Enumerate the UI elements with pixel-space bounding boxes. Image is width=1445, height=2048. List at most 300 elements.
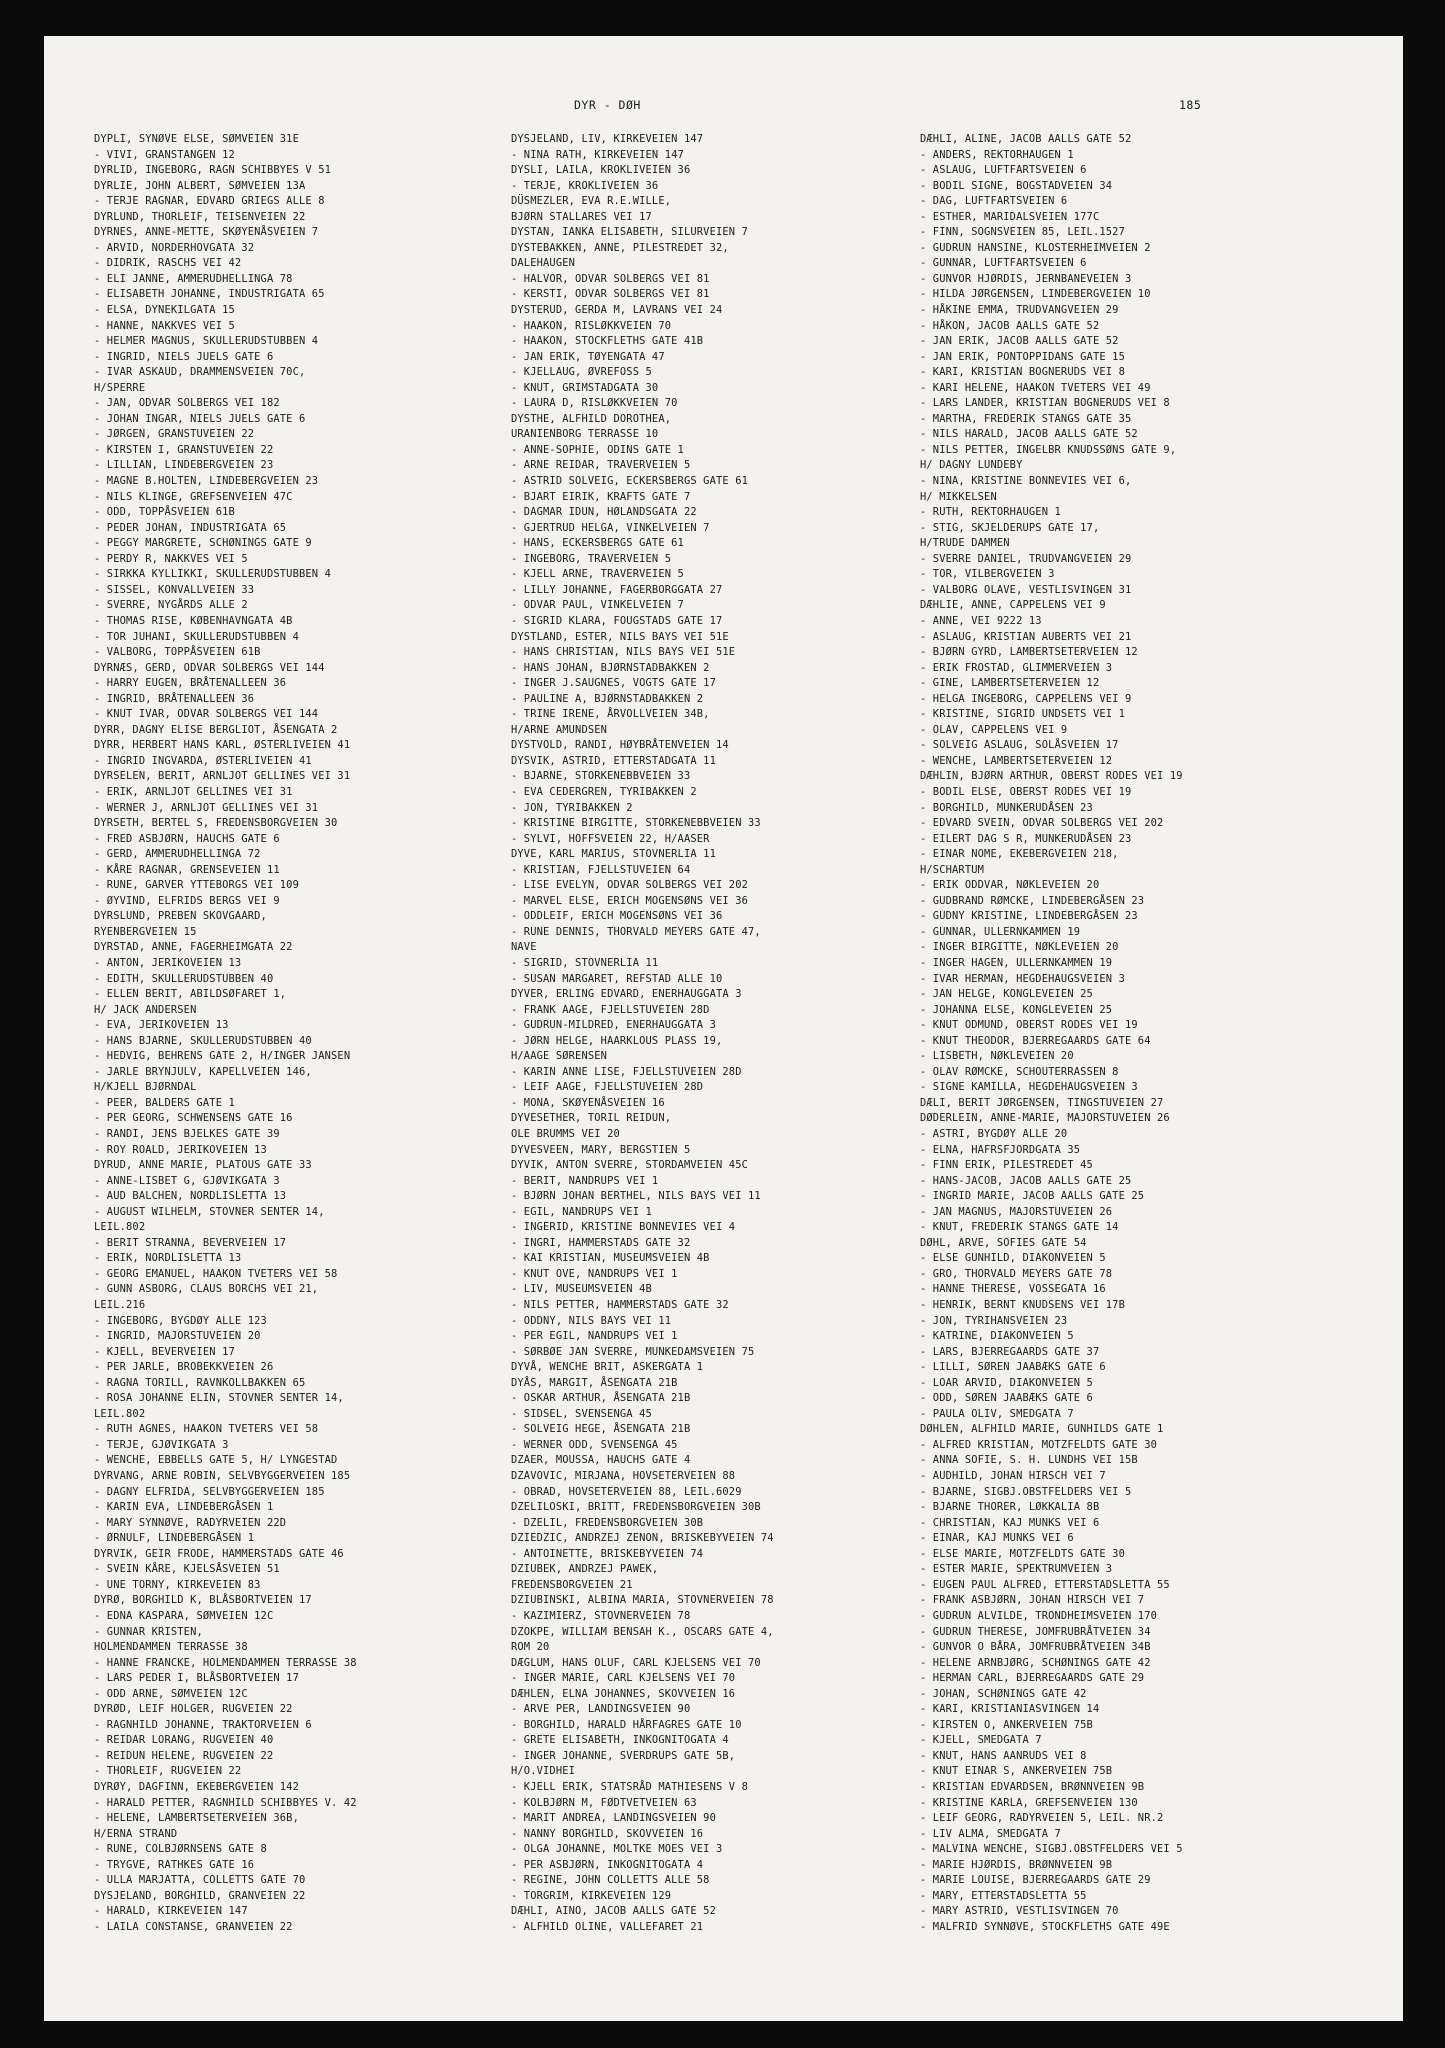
directory-entry-line: - WERNER J, ARNLJOT GELLINES VEI 31 xyxy=(94,801,319,814)
directory-entry-line: - FINN ERIK, PILESTREDET 45 xyxy=(920,1159,1093,1172)
directory-entry-line: - SISSEL, KONVALLVEIEN 33 xyxy=(94,583,255,596)
directory-entry-line: - KATRINE, DIAKONVEIEN 5 xyxy=(920,1330,1074,1343)
directory-entry-line: - ODDNY, NILS BAYS VEI 11 xyxy=(511,1314,672,1327)
directory-entry-line: - ARNE REIDAR, TRAVERVEIEN 5 xyxy=(511,459,691,472)
directory-entry-line: - SVERRE, NYGÅRDS ALLE 2 xyxy=(94,599,248,612)
directory-entry-line: - KAI KRISTIAN, MUSEUMSVEIEN 4B xyxy=(511,1252,710,1265)
directory-entry-line: - JØRGEN, GRANSTUVEIEN 22 xyxy=(94,428,255,441)
directory-entry-line: - ELLEN BERIT, ABILDSØFARET 1, xyxy=(94,988,287,1001)
directory-entry-line: H/O.VIDHEI xyxy=(511,1765,576,1778)
directory-entry-line: - MARY, ETTERSTADSLETTA 55 xyxy=(920,1889,1087,1902)
directory-entry-line: - LILLIAN, LINDEBERGVEIEN 23 xyxy=(94,459,274,472)
directory-entry-line: - GUNN ASBORG, CLAUS BORCHS VEI 21, xyxy=(94,1283,319,1296)
directory-entry-line: - HELMER MAGNUS, SKULLERUDSTUBBEN 4 xyxy=(94,335,319,348)
directory-entry-line: - DZELIL, FREDENSBORGVEIEN 30B xyxy=(511,1516,704,1529)
directory-entry-line: - JAN ERIK, TØYENGATA 47 xyxy=(511,350,665,363)
directory-entry-line: - INGRID, MAJORSTUVEIEN 20 xyxy=(94,1330,261,1343)
directory-entry-line: - MARIE HJØRDIS, BRØNNVEIEN 9B xyxy=(920,1858,1113,1871)
page-header xyxy=(44,98,1403,118)
directory-entry-line: - PERDY R, NAKKVES VEI 5 xyxy=(94,552,248,565)
directory-entry-line: - HARRY EUGEN, BRÅTENALLEEN 36 xyxy=(94,677,287,690)
directory-entry-line: - GERD, AMMERUDHELLINGA 72 xyxy=(94,848,261,861)
directory-entry-line: DYRNES, ANNE-METTE, SKØYENÅSVEIEN 7 xyxy=(94,226,319,239)
directory-entry-line: - MALFRID SYNNØVE, STOCKFLETHS GATE 49E xyxy=(920,1920,1170,1933)
directory-entry-line: - RAGNA TORILL, RAVNKOLLBAKKEN 65 xyxy=(94,1376,306,1389)
directory-entry-line: - HELENE ARNBJØRG, SCHØNINGS GATE 42 xyxy=(920,1656,1151,1669)
directory-entry-line: - REGINE, JOHN COLLETTS ALLE 58 xyxy=(511,1874,710,1887)
directory-entry-line: - GUDRUN-MILDRED, ENERHAUGGATA 3 xyxy=(511,1019,716,1032)
directory-entry-line: - ERIK, NORDLISLETTA 13 xyxy=(94,1252,242,1265)
directory-entry-line: - DAG, LUFTFARTSVEIEN 6 xyxy=(920,195,1068,208)
directory-entry-line: - ARVID, NORDERHOVGATA 32 xyxy=(94,241,255,254)
running-head: DYR - DØH xyxy=(574,98,641,112)
directory-entry-line: H/SPERRE xyxy=(94,381,146,394)
directory-entry-line: - HARALD PETTER, RAGNHILD SCHIBBYES V. 42 xyxy=(94,1796,357,1809)
directory-entry-line: - NILS PETTER, HAMMERSTADS GATE 32 xyxy=(511,1299,729,1312)
directory-entry-line: - ESTHER, MARIDALSVEIEN 177C xyxy=(920,210,1100,223)
directory-entry-line: - VIVI, GRANSTANGEN 12 xyxy=(94,148,235,161)
directory-entry-line: - ASLAUG, KRISTIAN AUBERTS VEI 21 xyxy=(920,630,1132,643)
directory-entry-line: - KNUT, GRIMSTADGATA 30 xyxy=(511,381,659,394)
directory-entry-line: - ASLAUG, LUFTFARTSVEIEN 6 xyxy=(920,164,1087,177)
directory-entry-line: DZAVOVIC, MIRJANA, HOVSETERVEIEN 88 xyxy=(511,1470,736,1483)
directory-entry-line: H/ARNE AMUNDSEN xyxy=(511,723,608,736)
directory-entry-line: - INGRID MARIE, JACOB AALLS GATE 25 xyxy=(920,1190,1145,1203)
directory-entry-line: DYSLI, LAILA, KROKLIVEIEN 36 xyxy=(511,164,691,177)
directory-entry-line: - FRANK ASBJØRN, JOHAN HIRSCH VEI 7 xyxy=(920,1594,1145,1607)
directory-entry-line: - ANNE-LISBET G, GJØVIKGATA 3 xyxy=(94,1174,280,1187)
directory-entry-line: - MARVEL ELSE, ERICH MOGENSØNS VEI 36 xyxy=(511,894,749,907)
directory-entry-line: - MARTHA, FREDERIK STANGS GATE 35 xyxy=(920,412,1132,425)
directory-entry-line: - INGRID, NIELS JUELS GATE 6 xyxy=(94,350,274,363)
directory-entry-line: - ODD, TOPPÅSVEIEN 61B xyxy=(94,506,235,519)
directory-entry-line: - LIV, MUSEUMSVEIEN 4B xyxy=(511,1283,652,1296)
directory-entry-line: - AUDHILD, JOHAN HIRSCH VEI 7 xyxy=(920,1470,1106,1483)
directory-entry-line: DYSTERUD, GERDA M, LAVRANS VEI 24 xyxy=(511,304,723,317)
directory-entry-line: - SIRKKA KYLLIKKI, SKULLERUDSTUBBEN 4 xyxy=(94,568,332,581)
directory-entry-line: - MARIE LOUISE, BJERREGAARDS GATE 29 xyxy=(920,1874,1151,1887)
directory-entry-line: DÆHLI, ALINE, JACOB AALLS GATE 52 xyxy=(920,133,1132,145)
directory-entry-line: - SOLVEIG HEGE, ÅSENGATA 21B xyxy=(511,1423,691,1436)
directory-entry-line: LEIL.802 xyxy=(94,1221,146,1234)
directory-entry-line: DYSTLAND, ESTER, NILS BAYS VEI 51E xyxy=(511,630,729,643)
directory-entry-line: - PEGGY MARGRETE, SCHØNINGS GATE 9 xyxy=(94,537,312,550)
directory-entry-line: - TERJE, KROKLIVEIEN 36 xyxy=(511,179,659,192)
directory-entry-line: - ERIK, ARNLJOT GELLINES VEI 31 xyxy=(94,785,293,798)
directory-entry-line: - GUDRUN HANSINE, KLOSTERHEIMVEIEN 2 xyxy=(920,241,1151,254)
directory-entry-line: - RAGNHILD JOHANNE, TRAKTORVEIEN 6 xyxy=(94,1718,312,1731)
directory-entry-line: - GUNNAR, LUFTFARTSVEIEN 6 xyxy=(920,257,1087,270)
directory-entry-line: - FINN, SOGNSVEIEN 85, LEIL.1527 xyxy=(920,226,1125,239)
directory-entry-line: - ELI JANNE, AMMERUDHELLINGA 78 xyxy=(94,272,293,285)
directory-entry-line: - KIRSTEN I, GRANSTUVEIEN 22 xyxy=(94,443,274,456)
directory-entry-line: - BODIL SIGNE, BOGSTADVEIEN 34 xyxy=(920,179,1113,192)
directory-entry-line: - KNUT OVE, NANDRUPS VEI 1 xyxy=(511,1267,678,1280)
directory-entry-line: - KARI, KRISTIAN BOGNERUDS VEI 8 xyxy=(920,366,1125,379)
directory-entry-line: - WENCHE, LAMBERTSETERVEIEN 12 xyxy=(920,754,1113,767)
directory-entry-line: DYVER, ERLING EDVARD, ENERHAUGGATA 3 xyxy=(511,988,742,1001)
directory-entry-line: - SIGNE KAMILLA, HEGDEHAUGSVEIEN 3 xyxy=(920,1081,1138,1094)
directory-entry-line: - RUNE DENNIS, THORVALD MEYERS GATE 47, xyxy=(511,925,761,938)
directory-entry-line: - KJELL, SMEDGATA 7 xyxy=(920,1734,1042,1747)
directory-entry-line: DÆLI, BERIT JØRGENSEN, TINGSTUVEIEN 27 xyxy=(920,1096,1164,1109)
directory-entry-line: OLE BRUMMS VEI 20 xyxy=(511,1128,620,1140)
directory-entry-line: DYRNÆS, GERD, ODVAR SOLBERGS VEI 144 xyxy=(94,661,325,674)
directory-entry-line: - NILS KLINGE, GREFSENVEIEN 47C xyxy=(94,490,293,503)
directory-entry-line: H/KJELL BJØRNDAL xyxy=(94,1081,197,1094)
directory-entry-line: - BJØRN JOHAN BERTHEL, NILS BAYS VEI 11 xyxy=(511,1190,761,1203)
directory-entry-line: - EINAR, KAJ MUNKS VEI 6 xyxy=(920,1532,1074,1545)
directory-entry-line: - LILLI, SØREN JAABÆKS GATE 6 xyxy=(920,1361,1106,1374)
directory-entry-line: - HANS BJARNE, SKULLERUDSTUBBEN 40 xyxy=(94,1034,312,1047)
directory-entry-line: - JAN HELGE, KONGLEVEIEN 25 xyxy=(920,988,1093,1001)
directory-entry-line: - INGER HAGEN, ULLERNKAMMEN 19 xyxy=(920,956,1113,969)
directory-entry-line: - GEORG EMANUEL, HAAKON TVETERS VEI 58 xyxy=(94,1267,338,1280)
directory-column-2 xyxy=(511,132,923,1935)
directory-entry-line: - SYLVI, HOFFSVEIEN 22, H/AASER xyxy=(511,832,710,845)
directory-entry-line: - LILLY JOHANNE, FAGERBORGGATA 27 xyxy=(511,583,723,596)
directory-entry-line: - NINA RATH, KIRKEVEIEN 147 xyxy=(511,148,684,161)
directory-entry-line: - EVA, JERIKOVEIEN 13 xyxy=(94,1019,229,1032)
directory-entry-line: - KNUT, HANS AANRUDS VEI 8 xyxy=(920,1749,1087,1762)
directory-entry-line: DZAER, MOUSSA, HAUCHS GATE 4 xyxy=(511,1454,691,1467)
directory-entry-line: - INGRID, BRÅTENALLEEN 36 xyxy=(94,692,255,705)
directory-entry-line: - ELSE MARIE, MOTZFELDTS GATE 30 xyxy=(920,1547,1125,1560)
directory-entry-line: - KNUT ODMUND, OBERST RODES VEI 19 xyxy=(920,1019,1138,1032)
directory-entry-line: - DAGNY ELFRIDA, SELVBYGGERVEIEN 185 xyxy=(94,1485,325,1498)
directory-entry-line: - CHRISTIAN, KAJ MUNKS VEI 6 xyxy=(920,1516,1100,1529)
directory-entry-line: DYVE, KARL MARIUS, STOVNERLIA 11 xyxy=(511,848,716,861)
directory-entry-line: H/ JACK ANDERSEN xyxy=(94,1003,197,1016)
directory-entry-line: - PEER, BALDERS GATE 1 xyxy=(94,1096,235,1109)
directory-entry-line: - HÅKINE EMMA, TRUDVANGVEIEN 29 xyxy=(920,304,1119,317)
directory-entry-line: - KRISTIAN, FJELLSTUVEIEN 64 xyxy=(511,863,691,876)
directory-entry-line: - HAAKON, RISLØKKVEIEN 70 xyxy=(511,319,672,332)
directory-entry-line: - DIDRIK, RASCHS VEI 42 xyxy=(94,257,242,270)
directory-entry-line: - BJARNE THORER, LØKKALIA 8B xyxy=(920,1501,1100,1514)
directory-entry-line: - FRED ASBJØRN, HAUCHS GATE 6 xyxy=(94,832,280,845)
directory-entry-line: DYSTVOLD, RANDI, HØYBRÅTENVEIEN 14 xyxy=(511,739,729,752)
directory-entry-line: - MONA, SKØYENÅSVEIEN 16 xyxy=(511,1096,665,1109)
directory-entry-line: - HANS JOHAN, BJØRNSTADBAKKEN 2 xyxy=(511,661,710,674)
directory-entry-line: - GUDRUN THERESE, JOMFRUBRÅTVEIEN 34 xyxy=(920,1625,1151,1638)
directory-entry-line: - ØRNULF, LINDEBERGÅSEN 1 xyxy=(94,1532,255,1545)
directory-entry-line: - HANS CHRISTIAN, NILS BAYS VEI 51E xyxy=(511,646,736,659)
directory-entry-line: - ERIK ODDVAR, NØKLEVEIEN 20 xyxy=(920,879,1100,892)
directory-entry-line: HOLMENDAMMEN TERRASSE 38 xyxy=(94,1641,248,1654)
directory-entry-line: - ERIK FROSTAD, GLIMMERVEIEN 3 xyxy=(920,661,1113,674)
directory-entry-line: - PEDER JOHAN, INDUSTRIGATA 65 xyxy=(94,521,287,534)
directory-entry-line: - ODDLEIF, ERICH MOGENSØNS VEI 36 xyxy=(511,910,723,923)
directory-entry-line: - BORGHILD, MUNKERUDÅSEN 23 xyxy=(920,801,1093,814)
directory-entry-line: - KJELL ARNE, TRAVERVEIEN 5 xyxy=(511,568,684,581)
directory-entry-line: - KRISTIAN EDVARDSEN, BRØNNVEIEN 9B xyxy=(920,1780,1145,1793)
directory-entry-line: DYRSLUND, PREBEN SKOVGAARD, xyxy=(94,910,267,923)
directory-entry-line: - HANS, ECKERSBERGS GATE 61 xyxy=(511,537,684,550)
directory-entry-line: - ROSA JOHANNE ELIN, STOVNER SENTER 14, xyxy=(94,1392,344,1405)
directory-entry-line: - TRINE IRENE, ÅRVOLLVEIEN 34B, xyxy=(511,708,710,721)
directory-entry-line: - EDITH, SKULLERUDSTUBBEN 40 xyxy=(94,972,274,985)
directory-entry-line: DYRVANG, ARNE ROBIN, SELVBYGGERVEIEN 185 xyxy=(94,1470,351,1483)
directory-entry-line: DØHLEN, ALFHILD MARIE, GUNHILDS GATE 1 xyxy=(920,1423,1164,1436)
directory-entry-line: - LARS LANDER, KRISTIAN BOGNERUDS VEI 8 xyxy=(920,397,1170,410)
directory-entry-line: - GRO, THORVALD MEYERS GATE 78 xyxy=(920,1267,1113,1280)
directory-entry-line: - JAN, ODVAR SOLBERGS VEI 182 xyxy=(94,397,280,410)
directory-entry-line: - INGERID, KRISTINE BONNEVIES VEI 4 xyxy=(511,1221,736,1234)
directory-entry-line: DZIEDZIC, ANDRZEJ ZENON, BRISKEBYVEIEN 74 xyxy=(511,1532,774,1545)
directory-entry-line: - HANNE, NAKKVES VEI 5 xyxy=(94,319,235,332)
directory-entry-line: - TOR JUHANI, SKULLERUDSTUBBEN 4 xyxy=(94,630,299,643)
directory-entry-line: - KOLBJØRN M, FØDTVETVEIEN 63 xyxy=(511,1796,697,1809)
directory-entry-line: - GUNNAR, ULLERNKAMMEN 19 xyxy=(920,925,1081,938)
directory-entry-line: - ALFRED KRISTIAN, MOTZFELDTS GATE 30 xyxy=(920,1438,1158,1451)
directory-entry-line: - GJERTRUD HELGA, VINKELVEIEN 7 xyxy=(511,521,710,534)
directory-entry-line: - ALFHILD OLINE, VALLEFARET 21 xyxy=(511,1920,704,1933)
directory-entry-line: - ANNE-SOPHIE, ODINS GATE 1 xyxy=(511,443,684,456)
directory-entry-line: H/ERNA STRAND xyxy=(94,1827,178,1840)
directory-entry-line: LEIL.802 xyxy=(94,1407,146,1420)
directory-entry-line: DYSTAN, IANKA ELISABETH, SILURVEIEN 7 xyxy=(511,226,749,239)
directory-entry-line: - SOLVEIG ASLAUG, SOLÅSVEIEN 17 xyxy=(920,739,1119,752)
directory-entry-line: URANIENBORG TERRASSE 10 xyxy=(511,428,659,441)
directory-entry-line: - EILERT DAG S R, MUNKERUDÅSEN 23 xyxy=(920,832,1132,845)
directory-entry-line: DÆHLIN, BJØRN ARTHUR, OBERST RODES VEI 19 xyxy=(920,770,1183,783)
directory-entry-line: - TORGRIM, KIRKEVEIEN 129 xyxy=(511,1889,672,1902)
directory-entry-line: DÆHLEN, ELNA JOHANNES, SKOVVEIEN 16 xyxy=(511,1687,736,1700)
directory-entry-line: - GUDNY KRISTINE, LINDEBERGÅSEN 23 xyxy=(920,910,1138,923)
directory-entry-line: - ROY ROALD, JERIKOVEIEN 13 xyxy=(94,1143,267,1156)
directory-entry-line: - VALBORG OLAVE, VESTLISVINGEN 31 xyxy=(920,583,1132,596)
directory-entry-line: - JOHAN, SCHØNINGS GATE 42 xyxy=(920,1687,1087,1700)
directory-entry-line: - JAN ERIK, JACOB AALLS GATE 52 xyxy=(920,335,1119,348)
directory-entry-line: - OBRAD, HOVSETERVEIEN 88, LEIL.6029 xyxy=(511,1485,742,1498)
directory-entry-line: - GUNVOR O BÅRA, JOMFRUBRÅTVEIEN 34B xyxy=(920,1641,1151,1654)
directory-entry-line: - PER JARLE, BROBEKKVEIEN 26 xyxy=(94,1361,274,1374)
directory-entry-line: FREDENSBORGVEIEN 21 xyxy=(511,1578,633,1591)
directory-entry-line: - KJELLAUG, ØVREFOSS 5 xyxy=(511,366,652,379)
directory-entry-line: - KERSTI, ODVAR SOLBERGS VEI 81 xyxy=(511,288,710,301)
directory-entry-line: - HEDVIG, BEHRENS GATE 2, H/INGER JANSEN xyxy=(94,1050,351,1063)
directory-entry-line: - MALVINA WENCHE, SIGBJ.OBSTFELDERS VEI 5 xyxy=(920,1843,1183,1856)
directory-entry-line: - THORLEIF, RUGVEIEN 22 xyxy=(94,1765,242,1778)
directory-entry-line: - BJART EIRIK, KRAFTS GATE 7 xyxy=(511,490,691,503)
directory-entry-line: - GUNVOR HJØRDIS, JERNBANEVEIEN 3 xyxy=(920,272,1132,285)
directory-entry-line: - OLAV RØMCKE, SCHOUTERRASSEN 8 xyxy=(920,1065,1119,1078)
directory-entry-line: - REIDUN HELENE, RUGVEIEN 22 xyxy=(94,1749,274,1762)
directory-entry-line: - INGER BIRGITTE, NØKLEVEIEN 20 xyxy=(920,941,1119,954)
directory-entry-line: - ELSE GUNHILD, DIAKONVEIEN 5 xyxy=(920,1252,1106,1265)
directory-entry-line: - SIGRID KLARA, FOUGSTADS GATE 17 xyxy=(511,614,723,627)
directory-entry-line: - NILS PETTER, INGELBR KNUDSSØNS GATE 9, xyxy=(920,443,1177,456)
directory-entry-line: - ELNA, HAFRSFJORDGATA 35 xyxy=(920,1143,1081,1156)
directory-entry-line: - RUTH, REKTORHAUGEN 1 xyxy=(920,506,1061,519)
directory-entry-line: DYRR, HERBERT HANS KARL, ØSTERLIVEIEN 41 xyxy=(94,739,351,752)
directory-entry-line: - OLGA JOHANNE, MOLTKE MOES VEI 3 xyxy=(511,1843,723,1856)
directory-entry-line: - KRISTINE KARLA, GREFSENVEIEN 130 xyxy=(920,1796,1138,1809)
directory-entry-line: - SIDSEL, SVENSENGA 45 xyxy=(511,1407,652,1420)
directory-entry-line: DYPLI, SYNØVE ELSE, SØMVEIEN 31E xyxy=(94,133,299,145)
directory-entry-line: - MARY ASTRID, VESTLISVINGEN 70 xyxy=(920,1905,1119,1918)
directory-entry-line: DYRR, DAGNY ELISE BERGLIOT, ÅSENGATA 2 xyxy=(94,723,338,736)
directory-entry-line: - SØRBØE JAN SVERRE, MUNKEDAMSVEIEN 75 xyxy=(511,1345,755,1358)
directory-entry-line: - IVAR ASKAUD, DRAMMENSVEIEN 70C, xyxy=(94,366,306,379)
directory-entry-line: - SUSAN MARGARET, REFSTAD ALLE 10 xyxy=(511,972,723,985)
directory-entry-line: - JAN MAGNUS, MAJORSTUVEIEN 26 xyxy=(920,1205,1113,1218)
directory-entry-line: - AUGUST WILHELM, STOVNER SENTER 14, xyxy=(94,1205,325,1218)
directory-entry-line: - TERJE RAGNAR, EDVARD GRIEGS ALLE 8 xyxy=(94,195,325,208)
directory-entry-line: - BERIT STRANNA, BEVERVEIEN 17 xyxy=(94,1236,287,1249)
directory-entry-line: - LARS, BJERREGAARDS GATE 37 xyxy=(920,1345,1100,1358)
directory-entry-line: DZELILOSKI, BRITT, FREDENSBORGVEIEN 30B xyxy=(511,1501,761,1514)
directory-entry-line: DYRVIK, GEIR FRODE, HAMMERSTADS GATE 46 xyxy=(94,1547,344,1560)
directory-entry-line: - LISE EVELYN, ODVAR SOLBERGS VEI 202 xyxy=(511,879,749,892)
directory-entry-line: H/AAGE SØRENSEN xyxy=(511,1050,608,1063)
directory-entry-line: - LARS PEDER I, BLÅSBORTVEIEN 17 xyxy=(94,1672,299,1685)
directory-entry-line: - KNUT IVAR, ODVAR SOLBERGS VEI 144 xyxy=(94,708,319,721)
directory-entry-line: - REIDAR LORANG, RUGVEIEN 40 xyxy=(94,1734,274,1747)
directory-entry-line: - ANDERS, REKTORHAUGEN 1 xyxy=(920,148,1074,161)
directory-entry-line: DYRSELEN, BERIT, ARNLJOT GELLINES VEI 31 xyxy=(94,770,351,783)
directory-entry-line: - HILDA JØRGENSEN, LINDEBERGVEIEN 10 xyxy=(920,288,1151,301)
directory-entry-line: - MARIT ANDREA, LANDINGSVEIEN 90 xyxy=(511,1812,716,1825)
directory-entry-line: - WERNER ODD, SVENSENGA 45 xyxy=(511,1438,678,1451)
directory-entry-line: - INGER J.SAUGNES, VOGTS GATE 17 xyxy=(511,677,716,690)
directory-entry-line: - VALBORG, TOPPÅSVEIEN 61B xyxy=(94,646,261,659)
directory-entry-line: DYSVIK, ASTRID, ETTERSTADGATA 11 xyxy=(511,754,716,767)
directory-entry-line: - NANNY BORGHILD, SKOVVEIEN 16 xyxy=(511,1827,704,1840)
directory-entry-line: - ODVAR PAUL, VINKELVEIEN 7 xyxy=(511,599,684,612)
directory-entry-line: - KRISTINE, SIGRID UNDSETS VEI 1 xyxy=(920,708,1125,721)
directory-entry-line: - TERJE, GJØVIKGATA 3 xyxy=(94,1438,229,1451)
directory-entry-line: - RUNE, COLBJØRNSENS GATE 8 xyxy=(94,1843,267,1856)
directory-entry-line: - HARALD, KIRKEVEIEN 147 xyxy=(94,1905,248,1918)
directory-entry-line: - JOHANNA ELSE, KONGLEVEIEN 25 xyxy=(920,1003,1113,1016)
directory-entry-line: DZOKPE, WILLIAM BENSAH K., OSCARS GATE 4, xyxy=(511,1625,774,1638)
directory-entry-line: - OSKAR ARTHUR, ÅSENGATA 21B xyxy=(511,1392,691,1405)
directory-entry-line: DYSTEBAKKEN, ANNE, PILESTREDET 32, xyxy=(511,241,729,254)
directory-entry-line: DYRLID, INGEBORG, RAGN SCHIBBYES V 51 xyxy=(94,164,332,177)
directory-entry-line: - GUDBRAND RØMCKE, LINDEBERGÅSEN 23 xyxy=(920,894,1145,907)
directory-entry-line: - LAILA CONSTANSE, GRANVEIEN 22 xyxy=(94,1920,293,1933)
directory-entry-line: - ANTOINETTE, BRISKEBYVEIEN 74 xyxy=(511,1547,704,1560)
directory-entry-line: - BJØRN GYRD, LAMBERTSETERVEIEN 12 xyxy=(920,646,1138,659)
directory-entry-line: - ASTRI, BYGDØY ALLE 20 xyxy=(920,1128,1068,1140)
directory-entry-line: - ASTRID SOLVEIG, ECKERSBERGS GATE 61 xyxy=(511,475,749,488)
directory-entry-line: DYSJELAND, BORGHILD, GRANVEIEN 22 xyxy=(94,1889,306,1902)
directory-entry-line: - GUNNAR KRISTEN, xyxy=(94,1625,203,1638)
directory-entry-line: - KRISTINE BIRGITTE, STORKENEBBVEIEN 33 xyxy=(511,817,761,830)
directory-entry-line: - TRYGVE, RATHKES GATE 16 xyxy=(94,1858,255,1871)
directory-entry-line: - ULLA MARJATTA, COLLETTS GATE 70 xyxy=(94,1874,306,1887)
directory-entry-line: - SVERRE DANIEL, TRUDVANGVEIEN 29 xyxy=(920,552,1132,565)
directory-entry-line: DYRSTAD, ANNE, FAGERHEIMGATA 22 xyxy=(94,941,293,954)
directory-entry-line: DYRUD, ANNE MARIE, PLATOUS GATE 33 xyxy=(94,1159,312,1172)
directory-entry-line: - INGEBORG, BYGDØY ALLE 123 xyxy=(94,1314,267,1327)
directory-page xyxy=(44,36,1403,2021)
directory-column-3 xyxy=(920,132,1332,1935)
directory-entry-line: - INGER JOHANNE, SVERDRUPS GATE 5B, xyxy=(511,1749,736,1762)
directory-entry-line: - MARY SYNNØVE, RADYRVEIEN 22D xyxy=(94,1516,287,1529)
directory-entry-line: - BODIL ELSE, OBERST RODES VEI 19 xyxy=(920,785,1132,798)
directory-entry-line: - KJELL ERIK, STATSRÅD MATHIESENS V 8 xyxy=(511,1780,749,1793)
directory-entry-line: DØHL, ARVE, SOFIES GATE 54 xyxy=(920,1236,1087,1249)
directory-entry-line: - LEIF AAGE, FJELLSTUVEIEN 28D xyxy=(511,1081,704,1094)
directory-entry-line: - SVEIN KÅRE, KJELSÅSVEIEN 51 xyxy=(94,1563,280,1576)
directory-entry-line: ROM 20 xyxy=(511,1641,550,1654)
directory-entry-line: - JON, TYRIBAKKEN 2 xyxy=(511,801,633,814)
directory-entry-line: - KJELL, BEVERVEIEN 17 xyxy=(94,1345,235,1358)
directory-entry-line: - KARIN EVA, LINDEBERGÅSEN 1 xyxy=(94,1501,274,1514)
directory-entry-line: - FRANK AAGE, FJELLSTUVEIEN 28D xyxy=(511,1003,710,1016)
directory-entry-line: - IVAR HERMAN, HEGDEHAUGSVEIEN 3 xyxy=(920,972,1125,985)
directory-entry-line: - AUD BALCHEN, NORDLISLETTA 13 xyxy=(94,1190,287,1203)
directory-entry-line: BJØRN STALLARES VEI 17 xyxy=(511,210,652,223)
directory-entry-line: DZIUBEK, ANDRZEJ PAWEK, xyxy=(511,1563,659,1576)
directory-entry-line: - JØRN HELGE, HAARKLOUS PLASS 19, xyxy=(511,1034,723,1047)
directory-entry-line: - HELENE, LAMBERTSETERVEIEN 36B, xyxy=(94,1812,299,1825)
directory-entry-line: - ODD, SØREN JAABÆKS GATE 6 xyxy=(920,1392,1093,1405)
directory-entry-line: - ØYVIND, ELFRIDS BERGS VEI 9 xyxy=(94,894,280,907)
directory-entry-line: - THOMAS RISE, KØBENHAVNGATA 4B xyxy=(94,614,293,627)
directory-entry-line: - GINE, LAMBERTSETERVEIEN 12 xyxy=(920,677,1100,690)
directory-entry-line: - TOR, VILBERGVEIEN 3 xyxy=(920,568,1055,581)
directory-entry-line: - ELSA, DYNEKILGATA 15 xyxy=(94,304,235,317)
directory-entry-line: - BORGHILD, HARALD HÅRFAGRES GATE 10 xyxy=(511,1718,742,1731)
directory-entry-line: - WENCHE, EBBELLS GATE 5, H/ LYNGESTAD xyxy=(94,1454,338,1467)
directory-entry-line: - ODD ARNE, SØMVEIEN 12C xyxy=(94,1687,248,1700)
directory-entry-line: H/TRUDE DAMMEN xyxy=(920,537,1010,550)
directory-entry-line: DÆHLIE, ANNE, CAPPELENS VEI 9 xyxy=(920,599,1106,612)
directory-entry-line: - GUDRUN ALVILDE, TRONDHEIMSVEIEN 170 xyxy=(920,1609,1158,1622)
directory-entry-line: - OLAV, CAPPELENS VEI 9 xyxy=(920,723,1068,736)
directory-entry-line: - PER EGIL, NANDRUPS VEI 1 xyxy=(511,1330,678,1343)
directory-entry-line: - HERMAN CARL, BJERREGAARDS GATE 29 xyxy=(920,1672,1145,1685)
directory-entry-line: - ANNA SOFIE, S. H. LUNDHS VEI 15B xyxy=(920,1454,1138,1467)
directory-entry-line: DYSJELAND, LIV, KIRKEVEIEN 147 xyxy=(511,133,704,145)
directory-entry-line: - LOAR ARVID, DIAKONVEIEN 5 xyxy=(920,1376,1093,1389)
directory-entry-line: DYÅS, MARGIT, ÅSENGATA 21B xyxy=(511,1376,678,1389)
directory-entry-line: DØDERLEIN, ANNE-MARIE, MAJORSTUVEIEN 26 xyxy=(920,1112,1170,1125)
directory-entry-line: DYRØ, BORGHILD K, BLÅSBORTVEIEN 17 xyxy=(94,1594,312,1607)
directory-entry-line: - ESTER MARIE, SPEKTRUMVEIEN 3 xyxy=(920,1563,1113,1576)
directory-entry-line: DYVIK, ANTON SVERRE, STORDAMVEIEN 45C xyxy=(511,1159,749,1172)
directory-entry-line: DYRSETH, BERTEL S, FREDENSBORGVEIEN 30 xyxy=(94,817,338,830)
directory-entry-line: - HANNE THERESE, VOSSEGATA 16 xyxy=(920,1283,1106,1296)
directory-entry-line: - LEIF GEORG, RADYRVEIEN 5, LEIL. NR.2 xyxy=(920,1812,1164,1825)
directory-entry-line: - HANNE FRANCKE, HOLMENDAMMEN TERRASSE 38 xyxy=(94,1656,357,1669)
directory-entry-line: - RANDI, JENS BJELKES GATE 39 xyxy=(94,1128,280,1140)
directory-entry-line: - ELISABETH JOHANNE, INDUSTRIGATA 65 xyxy=(94,288,325,301)
directory-entry-line: - STIG, SKJELDERUPS GATE 17, xyxy=(920,521,1100,534)
directory-entry-line: DYVESVEEN, MARY, BERGSTIEN 5 xyxy=(511,1143,691,1156)
directory-entry-line: - EDVARD SVEIN, ODVAR SOLBERGS VEI 202 xyxy=(920,817,1164,830)
directory-entry-line: RYENBERGVEIEN 15 xyxy=(94,925,197,938)
directory-entry-line: H/ DAGNY LUNDEBY xyxy=(920,459,1023,472)
directory-entry-line: DALEHAUGEN xyxy=(511,257,576,270)
directory-entry-line: DÜSMEZLER, EVA R.E.WILLE, xyxy=(511,195,672,208)
directory-entry-line: DYRLUND, THORLEIF, TEISENVEIEN 22 xyxy=(94,210,306,223)
directory-entry-line: - KÅRE RAGNAR, GRENSEVEIEN 11 xyxy=(94,863,280,876)
directory-entry-line: - HAAKON, STOCKFLETHS GATE 41B xyxy=(511,335,704,348)
directory-entry-line: - KARI HELENE, HAAKON TVETERS VEI 49 xyxy=(920,381,1151,394)
directory-entry-line: - ARVE PER, LANDINGSVEIEN 90 xyxy=(511,1703,691,1716)
directory-entry-line: - EUGEN PAUL ALFRED, ETTERSTADSLETTA 55 xyxy=(920,1578,1170,1591)
directory-entry-line: - JAN ERIK, PONTOPPIDANS GATE 15 xyxy=(920,350,1125,363)
directory-entry-line: - PER ASBJØRN, INKOGNITOGATA 4 xyxy=(511,1858,704,1871)
directory-entry-line: H/ MIKKELSEN xyxy=(920,490,997,503)
directory-entry-line: DÆHLI, AINO, JACOB AALLS GATE 52 xyxy=(511,1905,716,1918)
directory-entry-line: - INGEBORG, TRAVERVEIEN 5 xyxy=(511,552,672,565)
